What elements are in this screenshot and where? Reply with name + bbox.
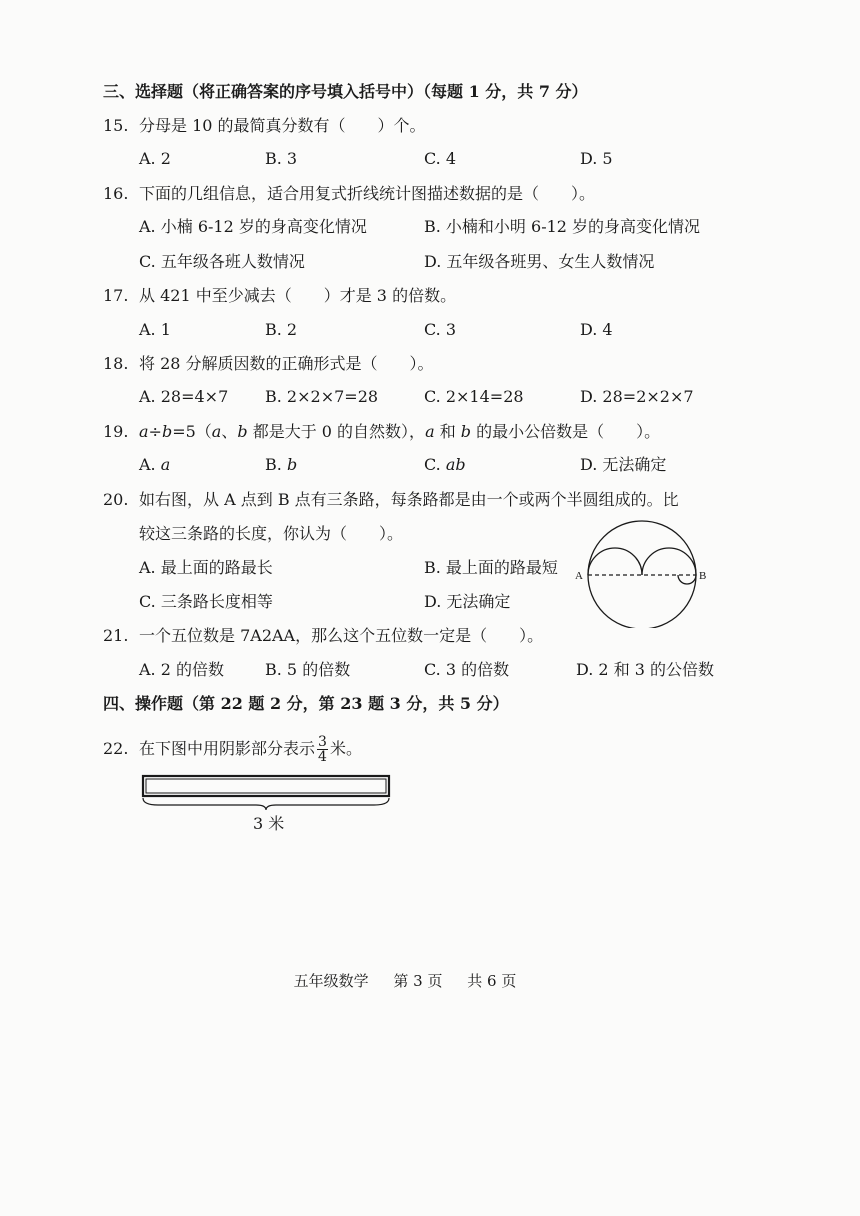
question-21-text: 一个五位数是 7A2AA，那么这个五位数一定是（ ）。	[139, 626, 544, 645]
q20-option-b: B. 最上面的路最短	[424, 558, 558, 577]
footer-page-number: 第 3 页	[393, 972, 443, 990]
q16-option-a: A. 小楠 6-12 岁的身高变化情况	[139, 217, 367, 236]
q20-option-c: C. 三条路长度相等	[139, 592, 273, 611]
section-3-title: 三、选择题（将正确答案的序号填入括号中）（每题 1 分，共 7 分）	[103, 82, 588, 101]
footer-subject: 五年级数学	[293, 972, 369, 990]
q21-option-d: D. 2 和 3 的公倍数	[576, 660, 715, 679]
question-22: 22. 在下图中用阴影部分表示 $\frac{3}{4}$ 米。	[103, 734, 362, 765]
question-15: 15. 分母是 10 的最简真分数有（ ）个。	[103, 116, 426, 135]
q16-option-b: B. 小楠和小明 6-12 岁的身高变化情况	[424, 217, 701, 236]
q17-option-d: D. 4	[580, 320, 613, 339]
bar-inner-outline	[146, 779, 386, 793]
q16-option-d: D. 五年级各班男、女生人数情况	[424, 252, 655, 271]
question-15-text: 分母是 10 的最简真分数有（ ）个。	[139, 116, 426, 135]
page-footer	[0, 970, 810, 991]
semicircle-paths-figure	[572, 518, 712, 628]
small-semicircle-path	[678, 575, 696, 584]
question-21: 21. 一个五位数是 7A2AA，那么这个五位数一定是（ ）。	[103, 626, 544, 645]
question-20-text: 如右图，从 A 点到 B 点有三条路，每条路都是由一个或两个半圆组成的。比	[139, 490, 679, 509]
point-b-label: B	[699, 570, 707, 582]
middle-left-semicircle-path	[588, 548, 642, 575]
q19-option-d: D. 无法确定	[580, 455, 667, 474]
bar-length-label: 3 米	[253, 814, 285, 833]
bottom-large-semicircle-path	[588, 575, 696, 628]
top-large-semicircle-path	[588, 521, 696, 575]
q15-option-d: D. 5	[580, 149, 613, 168]
question-18-text: 将 28 分解质因数的正确形式是（ ）。	[139, 354, 434, 373]
three-meter-bar-figure	[138, 772, 398, 812]
point-a-label: A	[575, 570, 583, 582]
question-20-text-line2: 较这三条路的长度，你认为（ ）。	[139, 524, 404, 543]
question-16: 16. 下面的几组信息，适合用复式折线统计图描述数据的是（ ）。	[103, 184, 596, 203]
q15-option-c: C. 4	[424, 149, 457, 168]
q16-option-c: C. 五年级各班人数情况	[139, 252, 305, 271]
q19-option-c: C. ab	[424, 455, 466, 474]
q15-option-b: B. 3	[265, 149, 298, 168]
q18-option-b: B. 2×2×7=28	[265, 387, 379, 406]
q20-option-d: D. 无法确定	[424, 592, 511, 611]
q21-option-b: B. 5 的倍数	[265, 660, 351, 679]
q21-option-a: A. 2 的倍数	[139, 660, 224, 679]
question-16-text: 下面的几组信息，适合用复式折线统计图描述数据的是（ ）。	[139, 184, 596, 203]
q15-option-a: A. 2	[139, 149, 171, 168]
footer-total-pages: 共 6 页	[467, 972, 517, 990]
question-18: 18. 将 28 分解质因数的正确形式是（ ）。	[103, 354, 434, 373]
q20-option-a: A. 最上面的路最长	[139, 558, 273, 577]
q17-option-b: B. 2	[265, 320, 298, 339]
question-17-text: 从 421 中至少减去（ ）才是 3 的倍数。	[139, 286, 457, 305]
question-19-text: a÷b=5（a、b 都是大于 0 的自然数），a 和 b 的最小公倍数是（ ）。	[139, 422, 661, 441]
question-19: 19. a÷b=5（a、b 都是大于 0 的自然数），a 和 b 的最小公倍数是（ ）。	[103, 422, 661, 441]
q17-option-a: A. 1	[139, 320, 171, 339]
q18-option-a: A. 28=4×7	[139, 387, 229, 406]
q21-option-c: C. 3 的倍数	[424, 660, 510, 679]
section-4-title: 四、操作题（第 22 题 2 分，第 23 题 3 分，共 5 分）	[103, 694, 509, 713]
question-20: 20. 如右图，从 A 点到 B 点有三条路，每条路都是由一个或两个半圆组成的。比	[103, 490, 679, 509]
bar-underbrace	[143, 798, 389, 810]
q18-option-c: C. 2×14=28	[424, 387, 524, 406]
q17-option-c: C. 3	[424, 320, 457, 339]
fraction-three-quarters: $\frac{3}{4}$	[318, 734, 327, 765]
question-17: 17. 从 421 中至少减去（ ）才是 3 的倍数。	[103, 286, 457, 305]
middle-right-semicircle-path	[642, 548, 696, 575]
q19-option-b: B. b	[265, 455, 298, 474]
q18-option-d: D. 28=2×2×7	[580, 387, 694, 406]
q19-option-a: A. a	[139, 455, 171, 474]
